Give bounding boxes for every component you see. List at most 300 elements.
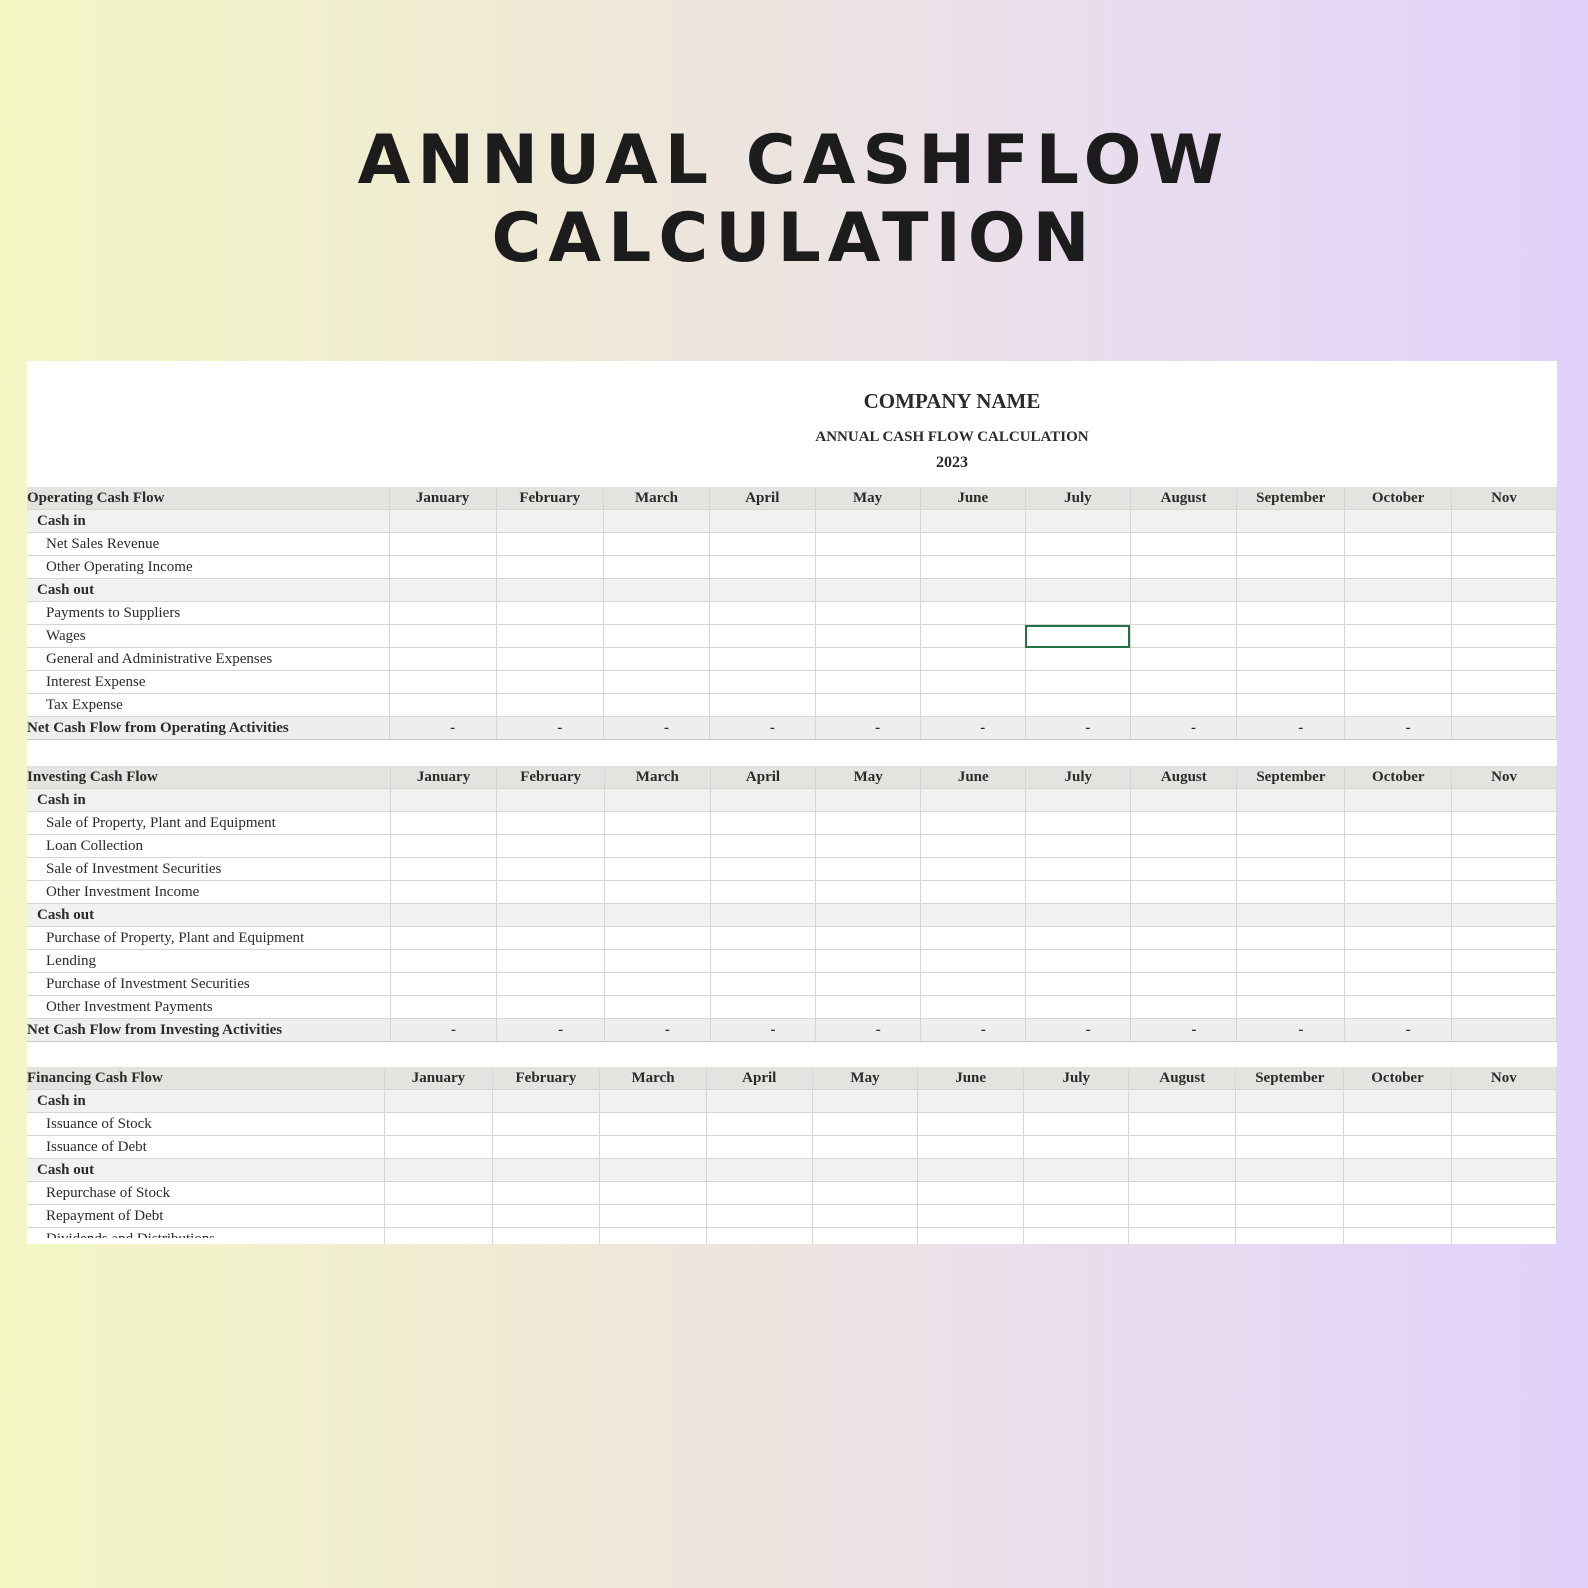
operating-cash-in-cell-march[interactable] bbox=[603, 510, 709, 533]
month-header-february[interactable]: February bbox=[496, 487, 603, 510]
financing-out-item-repurchase-of-stock-cell-march[interactable] bbox=[600, 1182, 707, 1205]
investing-cash-out-cell-june[interactable] bbox=[921, 904, 1026, 927]
financing-out-item-dividends-and-distributions-cell-july[interactable] bbox=[1023, 1228, 1128, 1245]
operating-in-item-other-operating-income-cell-nov[interactable] bbox=[1452, 556, 1557, 579]
investing-in-item-sale-of-investment-securities-cell-march[interactable] bbox=[604, 858, 710, 881]
financing-cash-out-cell-february[interactable] bbox=[492, 1159, 600, 1182]
investing-out-item-purchase-of-property-plant-and-equipment-cell-january[interactable] bbox=[390, 927, 497, 950]
investing-cash-in-cell-january[interactable] bbox=[390, 789, 497, 812]
financing-out-item-repurchase-of-stock-cell-nov[interactable] bbox=[1451, 1182, 1556, 1205]
financing-out-item-dividends-and-distributions-cell-september[interactable] bbox=[1236, 1228, 1344, 1245]
operating-out-item-interest-expense-cell-may[interactable] bbox=[815, 671, 920, 694]
operating-cash-in-cell-october[interactable] bbox=[1345, 510, 1452, 533]
month-header-july[interactable]: July bbox=[1026, 766, 1131, 789]
operating-in-item-other-operating-income-cell-september[interactable] bbox=[1237, 556, 1345, 579]
investing-out-item-lending-cell-august[interactable] bbox=[1131, 950, 1237, 973]
operating-cash-in-cell-nov[interactable] bbox=[1452, 510, 1557, 533]
operating-in-item-net-sales-revenue-cell-april[interactable] bbox=[710, 533, 815, 556]
operating-in-item-other-operating-income-label[interactable]: Other Operating Income bbox=[27, 556, 389, 579]
investing-cash-out-cell-august[interactable] bbox=[1131, 904, 1237, 927]
investing-in-item-sale-of-property-plant-and-equipment-cell-september[interactable] bbox=[1237, 812, 1345, 835]
month-header-january[interactable]: January bbox=[389, 487, 496, 510]
operating-out-item-payments-to-suppliers-cell-march[interactable] bbox=[603, 602, 709, 625]
month-header-february[interactable]: February bbox=[492, 1067, 600, 1090]
investing-in-item-sale-of-investment-securities-cell-october[interactable] bbox=[1345, 858, 1452, 881]
investing-cash-in-cell-october[interactable] bbox=[1345, 789, 1452, 812]
operating-total-cell-september[interactable]: - bbox=[1237, 717, 1345, 740]
operating-out-item-interest-expense-cell-october[interactable] bbox=[1345, 671, 1452, 694]
investing-cash-in-cell-august[interactable] bbox=[1131, 789, 1237, 812]
financing-in-item-issuance-of-debt-cell-august[interactable] bbox=[1129, 1136, 1236, 1159]
operating-cash-out-cell-nov[interactable] bbox=[1452, 579, 1557, 602]
operating-out-item-payments-to-suppliers-cell-april[interactable] bbox=[710, 602, 815, 625]
investing-in-item-sale-of-property-plant-and-equipment-cell-august[interactable] bbox=[1131, 812, 1237, 835]
operating-total-cell-august[interactable]: - bbox=[1130, 717, 1236, 740]
financing-cash-in-cell-august[interactable] bbox=[1129, 1090, 1236, 1113]
investing-in-item-other-investment-income-cell-april[interactable] bbox=[710, 881, 815, 904]
investing-in-item-loan-collection-cell-july[interactable] bbox=[1026, 835, 1131, 858]
financing-in-item-issuance-of-stock-cell-august[interactable] bbox=[1129, 1113, 1236, 1136]
investing-out-item-purchase-of-investment-securities-cell-june[interactable] bbox=[921, 973, 1026, 996]
operating-out-item-payments-to-suppliers-cell-october[interactable] bbox=[1345, 602, 1452, 625]
investing-cash-out-cell-july[interactable] bbox=[1026, 904, 1131, 927]
operating-out-item-payments-to-suppliers-cell-february[interactable] bbox=[496, 602, 603, 625]
financing-in-item-issuance-of-debt-label[interactable]: Issuance of Debt bbox=[27, 1136, 385, 1159]
operating-out-item-general-and-administrative-expenses-cell-september[interactable] bbox=[1237, 648, 1345, 671]
investing-cash-in-cell-march[interactable] bbox=[604, 789, 710, 812]
operating-total-row-label[interactable]: Net Cash Flow from Operating Activities bbox=[27, 717, 389, 740]
operating-out-item-interest-expense-cell-september[interactable] bbox=[1237, 671, 1345, 694]
investing-out-item-lending-cell-march[interactable] bbox=[604, 950, 710, 973]
month-header-july[interactable]: July bbox=[1025, 487, 1130, 510]
investing-in-item-loan-collection-cell-nov[interactable] bbox=[1452, 835, 1557, 858]
operating-out-item-general-and-administrative-expenses-cell-october[interactable] bbox=[1345, 648, 1452, 671]
financing-out-item-repayment-of-debt-cell-august[interactable] bbox=[1129, 1205, 1236, 1228]
investing-in-item-other-investment-income-cell-february[interactable] bbox=[497, 881, 604, 904]
investing-out-item-purchase-of-investment-securities-cell-february[interactable] bbox=[497, 973, 604, 996]
operating-out-item-general-and-administrative-expenses-cell-june[interactable] bbox=[920, 648, 1025, 671]
operating-out-item-general-and-administrative-expenses-cell-january[interactable] bbox=[389, 648, 496, 671]
month-header-march[interactable]: March bbox=[603, 487, 709, 510]
financing-cash-out-cell-september[interactable] bbox=[1236, 1159, 1344, 1182]
financing-in-item-issuance-of-debt-cell-january[interactable] bbox=[385, 1136, 492, 1159]
financing-out-item-dividends-and-distributions-cell-march[interactable] bbox=[600, 1228, 707, 1245]
investing-in-item-loan-collection-cell-june[interactable] bbox=[921, 835, 1026, 858]
financing-in-item-issuance-of-stock-cell-june[interactable] bbox=[918, 1113, 1024, 1136]
operating-in-item-other-operating-income-cell-august[interactable] bbox=[1130, 556, 1236, 579]
operating-out-item-wages-cell-nov[interactable] bbox=[1452, 625, 1557, 648]
month-header-nov[interactable]: Nov bbox=[1452, 487, 1557, 510]
investing-in-item-sale-of-investment-securities-cell-nov[interactable] bbox=[1452, 858, 1557, 881]
financing-cash-out-cell-may[interactable] bbox=[812, 1159, 918, 1182]
operating-out-item-tax-expense-cell-january[interactable] bbox=[389, 694, 496, 717]
operating-out-item-wages-cell-august[interactable] bbox=[1130, 625, 1236, 648]
month-header-february[interactable]: February bbox=[497, 766, 604, 789]
operating-total-cell-february[interactable]: - bbox=[496, 717, 603, 740]
month-header-may[interactable]: May bbox=[815, 487, 920, 510]
financing-out-item-repayment-of-debt-cell-nov[interactable] bbox=[1451, 1205, 1556, 1228]
month-header-august[interactable]: August bbox=[1131, 766, 1237, 789]
financing-in-item-issuance-of-stock-cell-march[interactable] bbox=[600, 1113, 707, 1136]
operating-total-cell-june[interactable]: - bbox=[920, 717, 1025, 740]
investing-out-item-purchase-of-investment-securities-cell-september[interactable] bbox=[1237, 973, 1345, 996]
operating-in-item-net-sales-revenue-cell-october[interactable] bbox=[1345, 533, 1452, 556]
investing-out-item-purchase-of-investment-securities-cell-april[interactable] bbox=[710, 973, 815, 996]
operating-cash-in-row-label[interactable]: Cash in bbox=[27, 510, 389, 533]
investing-cash-out-cell-october[interactable] bbox=[1345, 904, 1452, 927]
financing-out-item-dividends-and-distributions-cell-february[interactable] bbox=[492, 1228, 600, 1245]
operating-total-cell-october[interactable]: - bbox=[1345, 717, 1452, 740]
investing-in-item-sale-of-property-plant-and-equipment-label[interactable]: Sale of Property, Plant and Equipment bbox=[27, 812, 390, 835]
month-header-october[interactable]: October bbox=[1345, 487, 1452, 510]
financing-in-item-issuance-of-debt-cell-april[interactable] bbox=[706, 1136, 812, 1159]
operating-out-item-tax-expense-label[interactable]: Tax Expense bbox=[27, 694, 389, 717]
financing-in-item-issuance-of-stock-cell-nov[interactable] bbox=[1451, 1113, 1556, 1136]
operating-out-item-payments-to-suppliers-cell-may[interactable] bbox=[815, 602, 920, 625]
investing-out-item-purchase-of-investment-securities-cell-january[interactable] bbox=[390, 973, 497, 996]
financing-cash-in-cell-september[interactable] bbox=[1236, 1090, 1344, 1113]
investing-in-item-sale-of-property-plant-and-equipment-cell-march[interactable] bbox=[604, 812, 710, 835]
operating-out-item-payments-to-suppliers-cell-august[interactable] bbox=[1130, 602, 1236, 625]
investing-in-item-loan-collection-cell-april[interactable] bbox=[710, 835, 815, 858]
investing-cash-in-cell-july[interactable] bbox=[1026, 789, 1131, 812]
operating-out-item-interest-expense-cell-nov[interactable] bbox=[1452, 671, 1557, 694]
investing-out-item-other-investment-payments-cell-august[interactable] bbox=[1131, 996, 1237, 1019]
operating-out-item-payments-to-suppliers-cell-june[interactable] bbox=[920, 602, 1025, 625]
investing-in-item-other-investment-income-label[interactable]: Other Investment Income bbox=[27, 881, 390, 904]
financing-out-item-repayment-of-debt-cell-june[interactable] bbox=[918, 1205, 1024, 1228]
investing-cash-out-cell-february[interactable] bbox=[497, 904, 604, 927]
operating-in-item-other-operating-income-cell-january[interactable] bbox=[389, 556, 496, 579]
operating-cash-in-cell-june[interactable] bbox=[920, 510, 1025, 533]
operating-total-cell-april[interactable]: - bbox=[710, 717, 815, 740]
operating-out-item-tax-expense-cell-may[interactable] bbox=[815, 694, 920, 717]
financing-out-item-dividends-and-distributions-cell-may[interactable] bbox=[812, 1228, 918, 1245]
operating-cash-in-cell-may[interactable] bbox=[815, 510, 920, 533]
month-header-august[interactable]: August bbox=[1129, 1067, 1236, 1090]
operating-out-item-tax-expense-cell-september[interactable] bbox=[1237, 694, 1345, 717]
operating-in-item-net-sales-revenue-cell-february[interactable] bbox=[496, 533, 603, 556]
investing-in-item-other-investment-income-cell-august[interactable] bbox=[1131, 881, 1237, 904]
operating-cash-in-cell-august[interactable] bbox=[1130, 510, 1236, 533]
financing-in-item-issuance-of-stock-cell-july[interactable] bbox=[1023, 1113, 1128, 1136]
investing-cash-out-cell-january[interactable] bbox=[390, 904, 497, 927]
operating-out-item-tax-expense-cell-october[interactable] bbox=[1345, 694, 1452, 717]
operating-cash-out-cell-april[interactable] bbox=[710, 579, 815, 602]
financing-in-item-issuance-of-stock-cell-september[interactable] bbox=[1236, 1113, 1344, 1136]
investing-in-item-other-investment-income-cell-may[interactable] bbox=[816, 881, 921, 904]
investing-in-item-sale-of-investment-securities-cell-august[interactable] bbox=[1131, 858, 1237, 881]
investing-in-item-sale-of-property-plant-and-equipment-cell-june[interactable] bbox=[921, 812, 1026, 835]
operating-out-item-payments-to-suppliers-cell-july[interactable] bbox=[1025, 602, 1130, 625]
financing-cash-out-cell-july[interactable] bbox=[1023, 1159, 1128, 1182]
financing-out-item-repurchase-of-stock-cell-august[interactable] bbox=[1129, 1182, 1236, 1205]
operating-cash-in-cell-july[interactable] bbox=[1025, 510, 1130, 533]
operating-out-item-general-and-administrative-expenses-cell-july[interactable] bbox=[1025, 648, 1130, 671]
investing-in-item-sale-of-investment-securities-cell-september[interactable] bbox=[1237, 858, 1345, 881]
investing-cash-out-row-label[interactable]: Cash out bbox=[27, 904, 390, 927]
month-header-march[interactable]: March bbox=[600, 1067, 707, 1090]
investing-total-cell-april[interactable]: - bbox=[710, 1019, 815, 1042]
operating-in-item-net-sales-revenue-cell-june[interactable] bbox=[920, 533, 1025, 556]
operating-out-item-wages-cell-september[interactable] bbox=[1237, 625, 1345, 648]
month-header-april[interactable]: April bbox=[710, 766, 815, 789]
financing-cash-in-cell-may[interactable] bbox=[812, 1090, 918, 1113]
month-header-june[interactable]: June bbox=[920, 487, 1025, 510]
investing-header-row-label[interactable]: Investing Cash Flow bbox=[27, 766, 390, 789]
operating-out-item-tax-expense-cell-april[interactable] bbox=[710, 694, 815, 717]
financing-out-item-repurchase-of-stock-cell-april[interactable] bbox=[706, 1182, 812, 1205]
operating-cash-out-cell-july[interactable] bbox=[1025, 579, 1130, 602]
financing-in-item-issuance-of-stock-cell-may[interactable] bbox=[812, 1113, 918, 1136]
financing-out-item-repayment-of-debt-cell-march[interactable] bbox=[600, 1205, 707, 1228]
financing-in-item-issuance-of-stock-label[interactable]: Issuance of Stock bbox=[27, 1113, 385, 1136]
investing-out-item-purchase-of-investment-securities-cell-july[interactable] bbox=[1026, 973, 1131, 996]
financing-cash-in-cell-october[interactable] bbox=[1344, 1090, 1451, 1113]
investing-out-item-purchase-of-investment-securities-cell-august[interactable] bbox=[1131, 973, 1237, 996]
operating-out-item-tax-expense-cell-march[interactable] bbox=[603, 694, 709, 717]
operating-in-item-other-operating-income-cell-april[interactable] bbox=[710, 556, 815, 579]
operating-header-row-label[interactable]: Operating Cash Flow bbox=[27, 487, 389, 510]
financing-cash-out-row-label[interactable]: Cash out bbox=[27, 1159, 385, 1182]
financing-out-item-dividends-and-distributions-cell-august[interactable] bbox=[1129, 1228, 1236, 1245]
investing-in-item-sale-of-investment-securities-label[interactable]: Sale of Investment Securities bbox=[27, 858, 390, 881]
financing-in-item-issuance-of-stock-cell-january[interactable] bbox=[385, 1113, 492, 1136]
investing-out-item-other-investment-payments-cell-january[interactable] bbox=[390, 996, 497, 1019]
financing-in-item-issuance-of-stock-cell-february[interactable] bbox=[492, 1113, 600, 1136]
financing-cash-out-cell-october[interactable] bbox=[1344, 1159, 1451, 1182]
operating-out-item-wages-cell-may[interactable] bbox=[815, 625, 920, 648]
operating-out-item-wages-cell-april[interactable] bbox=[710, 625, 815, 648]
operating-out-item-general-and-administrative-expenses-cell-april[interactable] bbox=[710, 648, 815, 671]
financing-header-row-label[interactable]: Financing Cash Flow bbox=[27, 1067, 385, 1090]
month-header-may[interactable]: May bbox=[812, 1067, 918, 1090]
operating-out-item-wages-cell-february[interactable] bbox=[496, 625, 603, 648]
financing-out-item-repurchase-of-stock-cell-september[interactable] bbox=[1236, 1182, 1344, 1205]
financing-out-item-dividends-and-distributions-cell-january[interactable] bbox=[385, 1228, 492, 1245]
financing-in-item-issuance-of-debt-cell-may[interactable] bbox=[812, 1136, 918, 1159]
month-header-march[interactable]: March bbox=[604, 766, 710, 789]
operating-out-item-general-and-administrative-expenses-cell-february[interactable] bbox=[496, 648, 603, 671]
financing-cash-in-cell-april[interactable] bbox=[706, 1090, 812, 1113]
investing-in-item-loan-collection-cell-october[interactable] bbox=[1345, 835, 1452, 858]
operating-cash-out-cell-january[interactable] bbox=[389, 579, 496, 602]
investing-out-item-lending-cell-september[interactable] bbox=[1237, 950, 1345, 973]
operating-out-item-interest-expense-cell-august[interactable] bbox=[1130, 671, 1236, 694]
investing-total-row-label[interactable]: Net Cash Flow from Investing Activities bbox=[27, 1019, 390, 1042]
investing-cash-in-cell-february[interactable] bbox=[497, 789, 604, 812]
financing-cash-in-cell-nov[interactable] bbox=[1451, 1090, 1556, 1113]
financing-in-item-issuance-of-debt-cell-september[interactable] bbox=[1236, 1136, 1344, 1159]
financing-out-item-repurchase-of-stock-cell-may[interactable] bbox=[812, 1182, 918, 1205]
operating-cash-out-cell-may[interactable] bbox=[815, 579, 920, 602]
operating-out-item-wages-label[interactable]: Wages bbox=[27, 625, 389, 648]
financing-out-item-repayment-of-debt-cell-july[interactable] bbox=[1023, 1205, 1128, 1228]
operating-out-item-wages-cell-january[interactable] bbox=[389, 625, 496, 648]
financing-out-item-repayment-of-debt-label[interactable]: Repayment of Debt bbox=[27, 1205, 385, 1228]
financing-cash-in-row-label[interactable]: Cash in bbox=[27, 1090, 385, 1113]
investing-out-item-lending-cell-october[interactable] bbox=[1345, 950, 1452, 973]
operating-in-item-other-operating-income-cell-march[interactable] bbox=[603, 556, 709, 579]
investing-cash-out-cell-may[interactable] bbox=[816, 904, 921, 927]
investing-total-cell-august[interactable]: - bbox=[1131, 1019, 1237, 1042]
operating-in-item-net-sales-revenue-cell-january[interactable] bbox=[389, 533, 496, 556]
operating-out-item-wages-cell-march[interactable] bbox=[603, 625, 709, 648]
financing-in-item-issuance-of-stock-cell-october[interactable] bbox=[1344, 1113, 1451, 1136]
investing-total-cell-january[interactable]: - bbox=[390, 1019, 497, 1042]
investing-total-cell-october[interactable]: - bbox=[1345, 1019, 1452, 1042]
investing-out-item-lending-cell-january[interactable] bbox=[390, 950, 497, 973]
investing-in-item-sale-of-investment-securities-cell-january[interactable] bbox=[390, 858, 497, 881]
operating-out-item-tax-expense-cell-june[interactable] bbox=[920, 694, 1025, 717]
investing-out-item-purchase-of-property-plant-and-equipment-cell-nov[interactable] bbox=[1452, 927, 1557, 950]
investing-in-item-sale-of-property-plant-and-equipment-cell-nov[interactable] bbox=[1452, 812, 1557, 835]
investing-out-item-other-investment-payments-cell-april[interactable] bbox=[710, 996, 815, 1019]
operating-in-item-net-sales-revenue-cell-may[interactable] bbox=[815, 533, 920, 556]
investing-total-cell-february[interactable]: - bbox=[497, 1019, 604, 1042]
investing-out-item-purchase-of-investment-securities-cell-october[interactable] bbox=[1345, 973, 1452, 996]
operating-cash-in-cell-april[interactable] bbox=[710, 510, 815, 533]
financing-in-item-issuance-of-debt-cell-october[interactable] bbox=[1344, 1136, 1451, 1159]
investing-out-item-purchase-of-investment-securities-label[interactable]: Purchase of Investment Securities bbox=[27, 973, 390, 996]
investing-out-item-lending-cell-nov[interactable] bbox=[1452, 950, 1557, 973]
investing-in-item-loan-collection-cell-january[interactable] bbox=[390, 835, 497, 858]
investing-in-item-other-investment-income-cell-july[interactable] bbox=[1026, 881, 1131, 904]
financing-cash-in-cell-june[interactable] bbox=[918, 1090, 1024, 1113]
investing-out-item-purchase-of-investment-securities-cell-march[interactable] bbox=[604, 973, 710, 996]
financing-in-item-issuance-of-debt-cell-march[interactable] bbox=[600, 1136, 707, 1159]
investing-cash-out-cell-april[interactable] bbox=[710, 904, 815, 927]
operating-cash-out-cell-september[interactable] bbox=[1237, 579, 1345, 602]
month-header-january[interactable]: January bbox=[390, 766, 497, 789]
month-header-june[interactable]: June bbox=[921, 766, 1026, 789]
operating-cash-in-cell-september[interactable] bbox=[1237, 510, 1345, 533]
operating-out-item-tax-expense-cell-july[interactable] bbox=[1025, 694, 1130, 717]
investing-in-item-other-investment-income-cell-march[interactable] bbox=[604, 881, 710, 904]
investing-out-item-purchase-of-property-plant-and-equipment-cell-august[interactable] bbox=[1131, 927, 1237, 950]
investing-in-item-sale-of-investment-securities-cell-july[interactable] bbox=[1026, 858, 1131, 881]
investing-in-item-sale-of-investment-securities-cell-june[interactable] bbox=[921, 858, 1026, 881]
month-header-january[interactable]: January bbox=[385, 1067, 492, 1090]
investing-out-item-purchase-of-property-plant-and-equipment-cell-october[interactable] bbox=[1345, 927, 1452, 950]
operating-total-cell-march[interactable]: - bbox=[603, 717, 709, 740]
financing-out-item-repurchase-of-stock-cell-january[interactable] bbox=[385, 1182, 492, 1205]
operating-out-item-interest-expense-label[interactable]: Interest Expense bbox=[27, 671, 389, 694]
financing-cash-out-cell-nov[interactable] bbox=[1451, 1159, 1556, 1182]
investing-total-cell-september[interactable]: - bbox=[1237, 1019, 1345, 1042]
investing-in-item-sale-of-investment-securities-cell-february[interactable] bbox=[497, 858, 604, 881]
investing-out-item-purchase-of-property-plant-and-equipment-cell-april[interactable] bbox=[710, 927, 815, 950]
financing-in-item-issuance-of-debt-cell-nov[interactable] bbox=[1451, 1136, 1556, 1159]
operating-in-item-other-operating-income-cell-july[interactable] bbox=[1025, 556, 1130, 579]
operating-out-item-general-and-administrative-expenses-cell-nov[interactable] bbox=[1452, 648, 1557, 671]
investing-out-item-other-investment-payments-cell-february[interactable] bbox=[497, 996, 604, 1019]
investing-cash-in-cell-may[interactable] bbox=[816, 789, 921, 812]
financing-out-item-repayment-of-debt-cell-october[interactable] bbox=[1344, 1205, 1451, 1228]
investing-in-item-other-investment-income-cell-january[interactable] bbox=[390, 881, 497, 904]
operating-out-item-general-and-administrative-expenses-cell-august[interactable] bbox=[1130, 648, 1236, 671]
investing-in-item-other-investment-income-cell-september[interactable] bbox=[1237, 881, 1345, 904]
investing-out-item-other-investment-payments-cell-march[interactable] bbox=[604, 996, 710, 1019]
investing-in-item-sale-of-property-plant-and-equipment-cell-february[interactable] bbox=[497, 812, 604, 835]
operating-cash-out-cell-june[interactable] bbox=[920, 579, 1025, 602]
investing-in-item-other-investment-income-cell-june[interactable] bbox=[921, 881, 1026, 904]
operating-cash-out-cell-march[interactable] bbox=[603, 579, 709, 602]
investing-in-item-sale-of-property-plant-and-equipment-cell-april[interactable] bbox=[710, 812, 815, 835]
operating-out-item-tax-expense-cell-nov[interactable] bbox=[1452, 694, 1557, 717]
month-header-april[interactable]: April bbox=[710, 487, 815, 510]
investing-total-cell-nov[interactable] bbox=[1452, 1019, 1557, 1042]
operating-cash-out-cell-october[interactable] bbox=[1345, 579, 1452, 602]
financing-in-item-issuance-of-debt-cell-july[interactable] bbox=[1023, 1136, 1128, 1159]
financing-cash-out-cell-january[interactable] bbox=[385, 1159, 492, 1182]
operating-out-item-wages-cell-june[interactable] bbox=[920, 625, 1025, 648]
operating-out-item-payments-to-suppliers-cell-nov[interactable] bbox=[1452, 602, 1557, 625]
operating-out-item-payments-to-suppliers-label[interactable]: Payments to Suppliers bbox=[27, 602, 389, 625]
investing-in-item-loan-collection-cell-february[interactable] bbox=[497, 835, 604, 858]
financing-out-item-repayment-of-debt-cell-may[interactable] bbox=[812, 1205, 918, 1228]
financing-out-item-repurchase-of-stock-label[interactable]: Repurchase of Stock bbox=[27, 1182, 385, 1205]
investing-in-item-sale-of-property-plant-and-equipment-cell-may[interactable] bbox=[816, 812, 921, 835]
investing-total-cell-may[interactable]: - bbox=[816, 1019, 921, 1042]
operating-in-item-net-sales-revenue-cell-nov[interactable] bbox=[1452, 533, 1557, 556]
financing-cash-out-cell-june[interactable] bbox=[918, 1159, 1024, 1182]
financing-cash-out-cell-march[interactable] bbox=[600, 1159, 707, 1182]
investing-cash-in-cell-september[interactable] bbox=[1237, 789, 1345, 812]
investing-in-item-loan-collection-label[interactable]: Loan Collection bbox=[27, 835, 390, 858]
investing-in-item-sale-of-property-plant-and-equipment-cell-january[interactable] bbox=[390, 812, 497, 835]
investing-out-item-purchase-of-investment-securities-cell-nov[interactable] bbox=[1452, 973, 1557, 996]
operating-out-item-general-and-administrative-expenses-label[interactable]: General and Administrative Expenses bbox=[27, 648, 389, 671]
financing-cash-in-cell-march[interactable] bbox=[600, 1090, 707, 1113]
investing-out-item-other-investment-payments-cell-june[interactable] bbox=[921, 996, 1026, 1019]
financing-cash-out-cell-august[interactable] bbox=[1129, 1159, 1236, 1182]
month-header-july[interactable]: July bbox=[1023, 1067, 1128, 1090]
operating-out-item-tax-expense-cell-february[interactable] bbox=[496, 694, 603, 717]
operating-in-item-net-sales-revenue-cell-march[interactable] bbox=[603, 533, 709, 556]
month-header-june[interactable]: June bbox=[918, 1067, 1024, 1090]
month-header-october[interactable]: October bbox=[1344, 1067, 1451, 1090]
investing-out-item-purchase-of-property-plant-and-equipment-cell-june[interactable] bbox=[921, 927, 1026, 950]
investing-out-item-lending-cell-february[interactable] bbox=[497, 950, 604, 973]
investing-in-item-loan-collection-cell-may[interactable] bbox=[816, 835, 921, 858]
operating-total-cell-may[interactable]: - bbox=[815, 717, 920, 740]
month-header-nov[interactable]: Nov bbox=[1451, 1067, 1556, 1090]
financing-cash-in-cell-july[interactable] bbox=[1023, 1090, 1128, 1113]
operating-out-item-interest-expense-cell-january[interactable] bbox=[389, 671, 496, 694]
operating-cash-in-cell-january[interactable] bbox=[389, 510, 496, 533]
investing-out-item-purchase-of-property-plant-and-equipment-cell-may[interactable] bbox=[816, 927, 921, 950]
financing-out-item-dividends-and-distributions-cell-october[interactable] bbox=[1344, 1228, 1451, 1245]
investing-out-item-lending-label[interactable]: Lending bbox=[27, 950, 390, 973]
month-header-august[interactable]: August bbox=[1130, 487, 1236, 510]
operating-out-item-general-and-administrative-expenses-cell-march[interactable] bbox=[603, 648, 709, 671]
investing-out-item-lending-cell-june[interactable] bbox=[921, 950, 1026, 973]
investing-out-item-purchase-of-property-plant-and-equipment-cell-march[interactable] bbox=[604, 927, 710, 950]
financing-cash-in-cell-january[interactable] bbox=[385, 1090, 492, 1113]
operating-out-item-general-and-administrative-expenses-cell-may[interactable] bbox=[815, 648, 920, 671]
operating-out-item-payments-to-suppliers-cell-september[interactable] bbox=[1237, 602, 1345, 625]
investing-cash-in-row-label[interactable]: Cash in bbox=[27, 789, 390, 812]
investing-out-item-purchase-of-investment-securities-cell-may[interactable] bbox=[816, 973, 921, 996]
investing-out-item-other-investment-payments-cell-nov[interactable] bbox=[1452, 996, 1557, 1019]
operating-out-item-interest-expense-cell-march[interactable] bbox=[603, 671, 709, 694]
investing-in-item-sale-of-investment-securities-cell-april[interactable] bbox=[710, 858, 815, 881]
investing-out-item-lending-cell-july[interactable] bbox=[1026, 950, 1131, 973]
investing-cash-out-cell-march[interactable] bbox=[604, 904, 710, 927]
financing-out-item-repayment-of-debt-cell-february[interactable] bbox=[492, 1205, 600, 1228]
investing-cash-in-cell-april[interactable] bbox=[710, 789, 815, 812]
